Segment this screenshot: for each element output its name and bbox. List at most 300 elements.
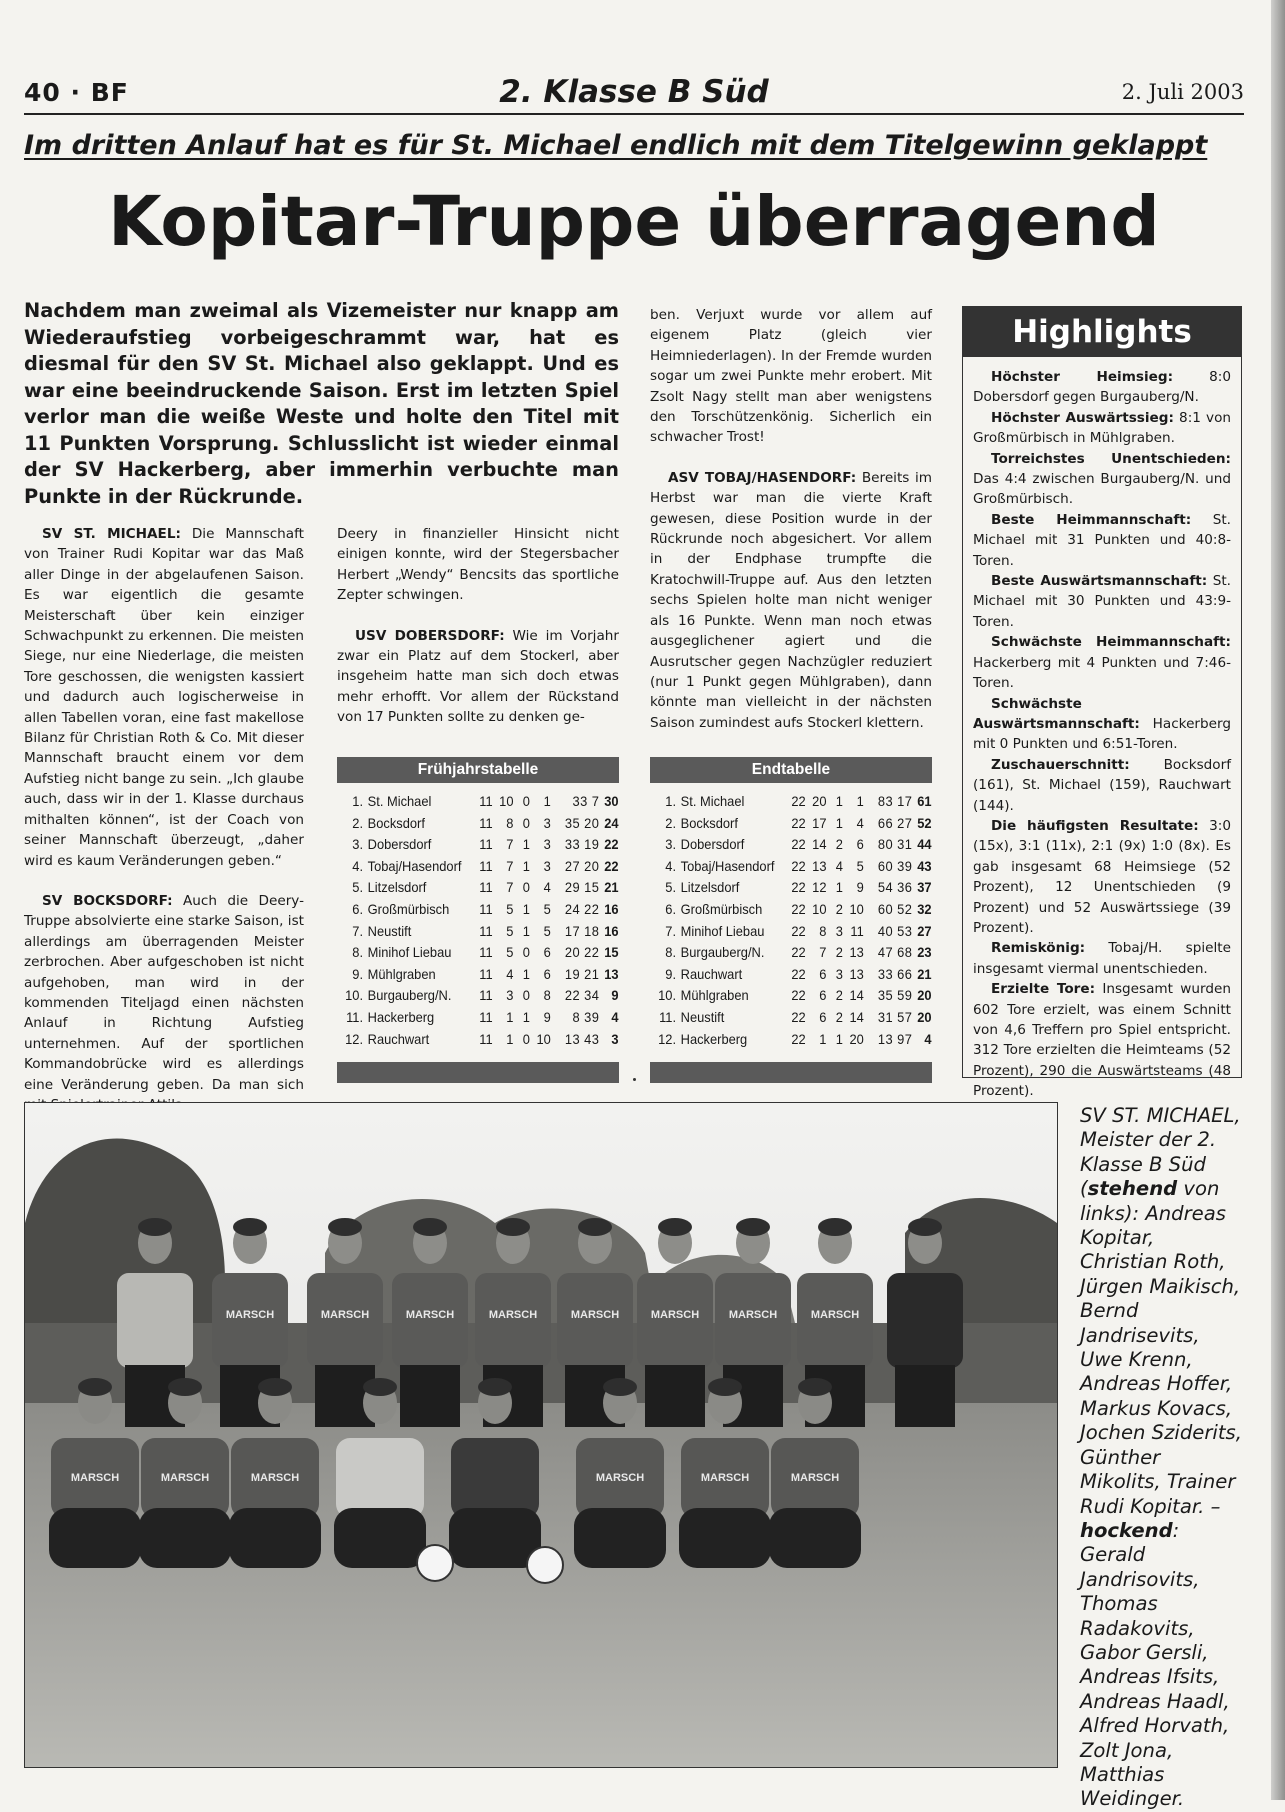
shirt-sponsor-text: MARSCH <box>320 1309 370 1321</box>
losses-cell: 6 <box>543 965 551 982</box>
wins-cell: 1 <box>506 1008 514 1025</box>
games-cell: 11 <box>479 814 493 831</box>
table-row <box>650 813 932 835</box>
draws-cell: 1 <box>522 922 530 939</box>
shirt-sponsor-text: MARSCH <box>728 1309 778 1321</box>
paragraph-tobaj <box>650 468 932 733</box>
draws-cell: 3 <box>835 922 843 939</box>
draws-cell: 4 <box>835 857 843 874</box>
losses-cell: 9 <box>543 1008 551 1025</box>
wins-cell: 12 <box>812 879 827 896</box>
games-cell: 11 <box>479 900 493 917</box>
table-title: Frühjahrstabelle <box>337 757 619 783</box>
headline: Kopitar-Truppe überragend <box>108 182 1160 262</box>
rank-cell: 11. <box>659 1008 677 1025</box>
points-cell: 44 <box>917 836 932 853</box>
goals-cell: 31 57 <box>877 1008 913 1025</box>
rank-cell: 4. <box>665 857 677 874</box>
games-cell: 22 <box>791 857 806 874</box>
wins-cell: 1 <box>506 1030 514 1047</box>
wins-cell: 4 <box>506 965 514 982</box>
highlight-text: 8:0 Dobersdorf gegen Burgauberg/N. <box>973 369 1231 406</box>
paragraph-label: USV DOBERSDORF: <box>355 627 505 644</box>
games-cell: 22 <box>791 922 806 939</box>
football <box>527 1547 563 1583</box>
losses-cell: 11 <box>850 922 864 939</box>
table-rows <box>337 783 619 1050</box>
points-cell: 13 <box>604 965 619 982</box>
goals-cell: 47 68 <box>877 944 913 961</box>
print-speck <box>633 1078 636 1081</box>
table-footer-bar <box>650 1062 932 1083</box>
table-row <box>337 877 619 899</box>
wins-cell: 10 <box>499 793 514 809</box>
losses-cell: 5 <box>543 900 551 917</box>
highlight-text: 3:0 (15x), 3:1 (11x), 2:1 (9x) 1:0 (8x). Es gab insgesamt 68 Heimsiege (52 Prozent), 12 Unentschieden (9 Prozent) und 52 Auswärtssiege (39 Prozent). <box>973 817 1232 936</box>
draws-cell: 1 <box>835 1030 843 1047</box>
goals-cell: 35 59 <box>877 987 913 1004</box>
rank-cell: 2. <box>352 814 364 831</box>
highlights-title: Highlights <box>963 307 1241 357</box>
highlight-item <box>973 938 1231 979</box>
highlight-text: Hackerberg mit 0 Punkten und 6:51-Toren. <box>973 715 1231 753</box>
highlight-text: Tobaj/H. spielte insgesamt viermal unentschieden. <box>973 940 1231 977</box>
rank-cell: 11. <box>346 1008 364 1025</box>
games-cell: 22 <box>791 965 806 982</box>
losses-cell: 13 <box>849 965 864 982</box>
losses-cell: 9 <box>856 879 864 896</box>
table-row <box>337 942 619 964</box>
goals-cell: 29 15 <box>564 879 600 896</box>
goals-cell: 13 43 <box>564 1030 600 1047</box>
paragraph-continued: ben. Verjuxt wurde vor allem auf eigenem Platz (gleich vier Heimniederlagen). In der Fremde wurden sogar um zwei Punkte mehr erobert. Mit Zsolt Nagy stellt man aber wenigstens den Torschützenkönig. Sicherlich ein schwacher Trost! <box>650 307 932 446</box>
highlights-list <box>963 357 1241 1102</box>
games-cell: 11 <box>479 922 493 939</box>
points-cell: 16 <box>604 922 619 939</box>
wins-cell: 5 <box>506 922 514 939</box>
points-cell: 22 <box>604 857 619 874</box>
team-cell: Dobersdorf <box>680 836 745 853</box>
shirt-sponsor-text: MARSCH <box>810 1309 860 1321</box>
draws-cell: 1 <box>522 1008 530 1025</box>
rank-cell: 12. <box>345 1030 364 1047</box>
losses-cell: 4 <box>543 879 551 896</box>
draws-cell: 1 <box>522 836 530 853</box>
paragraph-text: Die Mannschaft von Trainer Rudi Kopitar war das Maß aller Dinge in der abgelaufenen Saison. Es war eigentlich die gesamte Meisterschaft über kein einziger Schwachpunkt zu erkennen. Die meisten Siege, nur eine Niederlage, die meisten Tore geschossen, die wenigsten kassiert und dadurch auch logischerweise in allen Tabellen voran, eine fast makellose Bilanz für Christian Roth & Co. Mit dieser Mannschaft braucht einem vor dem Aufstieg nicht bange zu sein. „Ich glaube auch, dass wir in der 1. Klasse durchaus mithalten können“, ist der Coach von seiner Mannschaft überzeugt, „daher wird es kaum Veränderungen geben.“ <box>24 526 305 869</box>
final-table <box>650 757 932 1083</box>
games-cell: 11 <box>479 836 493 853</box>
highlight-label: Höchster Auswärtssieg: <box>991 409 1174 426</box>
wins-cell: 14 <box>812 836 827 853</box>
rank-cell: 10. <box>345 987 364 1004</box>
draws-cell: 0 <box>522 987 530 1004</box>
table-row <box>337 834 619 856</box>
highlight-item <box>973 694 1231 755</box>
highlight-label: Beste Heimmannschaft: <box>991 511 1192 528</box>
team-cell: Bocksdorf <box>367 814 425 831</box>
highlights-box <box>962 306 1242 1100</box>
wins-cell: 8 <box>506 814 514 831</box>
team-cell: Dobersdorf <box>367 836 432 853</box>
paragraph-label: ASV TOBAJ/HASENDORF: <box>668 469 857 486</box>
table-row <box>650 834 932 856</box>
shirt-sponsor-text: MARSCH <box>790 1472 840 1484</box>
highlight-label: Schwächste Auswärtsmannschaft: <box>973 695 1140 732</box>
highlight-text: St. Michael mit 31 Punkten und 40:8-Toren. <box>973 511 1231 569</box>
highlight-label: Höchster Heimsieg: <box>991 369 1174 385</box>
goals-cell: 60 39 <box>877 857 913 874</box>
paragraph-label: SV ST. MICHAEL: <box>42 526 181 542</box>
games-cell: 11 <box>479 879 493 896</box>
paragraph-continued: Deery in finanzieller Hinsicht nicht einigen konnte, wird der Stegersbacher Herbert „Wendy“ Bencsits das sportliche Zepter schwingen. <box>337 526 619 604</box>
table-row <box>337 1029 619 1051</box>
team-cell: Mühlgraben <box>680 987 749 1004</box>
draws-cell: 1 <box>522 965 530 982</box>
goals-cell: 17 18 <box>564 922 600 939</box>
team-cell: Neustift <box>367 922 412 939</box>
photo-caption <box>1080 1104 1246 1812</box>
highlight-label: Beste Auswärtsmannschaft: <box>991 573 1208 590</box>
games-cell: 22 <box>791 944 806 961</box>
kicker-subheadline: Im dritten Anlauf hat es für St. Michael endlich mit dem Titelgewinn geklappt <box>24 130 1208 161</box>
draws-cell: 2 <box>835 900 843 917</box>
team-photo <box>24 1102 1058 1768</box>
draws-cell: 1 <box>835 879 843 896</box>
points-cell: 3 <box>611 1030 619 1047</box>
team-cell: Burgauberg/N. <box>367 987 452 1004</box>
draws-cell: 0 <box>522 879 530 896</box>
paragraph-text: Auch die Deery-Truppe absolvierte eine starke Saison, ist allerdings am überragenden Meister zerbrochen. Aber aufgeschoben ist nicht aufgehoben, man wird in der kommenden Titeljagd einen nächsten Anlauf in Richtung Aufstieg unternehmen. Auf der sportlichen Kommandobrücke wird es allerdings eine Veränderung geben. Da man sich <box>24 892 304 1093</box>
table-row <box>337 899 619 921</box>
paragraph-label: SV BOCKSDORF: <box>42 892 173 909</box>
losses-cell: 10 <box>849 900 864 917</box>
points-cell: 15 <box>604 944 619 961</box>
football <box>417 1545 453 1581</box>
points-cell: 30 <box>604 793 619 809</box>
goals-cell: 33 66 <box>877 965 913 982</box>
team-cell: Hackerberg <box>680 1030 748 1047</box>
losses-cell: 3 <box>543 814 551 831</box>
wins-cell: 8 <box>819 922 827 939</box>
caption-standing-label: stehend <box>1087 1177 1178 1201</box>
shirt-sponsor-text: MARSCH <box>700 1472 750 1484</box>
wins-cell: 5 <box>506 944 514 961</box>
highlight-label: Remiskönig: <box>991 940 1086 957</box>
goals-cell: 19 21 <box>564 965 600 982</box>
table-row <box>650 791 932 813</box>
section-title: 2. Klasse B Süd <box>499 74 769 110</box>
highlight-text: 8:1 von Großmürbisch in Mühlgraben. <box>973 409 1231 447</box>
highlight-item <box>973 449 1231 510</box>
games-cell: 11 <box>479 793 493 809</box>
page-edge <box>1271 0 1285 1800</box>
table-row <box>337 985 619 1007</box>
rank-cell: 6. <box>352 900 364 917</box>
highlight-item <box>973 510 1231 571</box>
rank-cell: 5. <box>665 879 677 896</box>
losses-cell: 20 <box>849 1030 864 1047</box>
highlight-item <box>973 571 1231 632</box>
header-rule <box>24 113 1244 115</box>
losses-cell: 3 <box>543 836 551 853</box>
table-rows <box>650 783 932 1050</box>
shirt-sponsor-text: MARSCH <box>488 1309 538 1321</box>
goals-cell: 60 52 <box>877 900 913 917</box>
wins-cell: 7 <box>506 879 514 896</box>
rank-cell: 8. <box>665 944 677 961</box>
table-row <box>337 964 619 986</box>
highlight-item <box>973 979 1231 1101</box>
table-row <box>650 985 932 1007</box>
highlight-text: Insgesamt wurden 602 Tore erzielt, was einem Schnitt von 4,6 Treffern pro Spiel entspricht. 312 Tore erzielten die Heimteams (52 Prozent), 290 die Auswärtsteams (48 Prozent). <box>973 981 1231 1100</box>
losses-cell: 4 <box>856 814 864 831</box>
draws-cell: 0 <box>522 944 530 961</box>
wins-cell: 3 <box>506 987 514 1004</box>
points-cell: 22 <box>604 836 619 853</box>
article-column-3 <box>650 305 932 753</box>
table-row <box>650 877 932 899</box>
team-cell: Tobaj/Hasendorf <box>680 857 775 874</box>
draws-cell: 3 <box>835 965 843 982</box>
goals-cell: 27 20 <box>564 857 600 874</box>
team-photo-image <box>25 1103 1057 1767</box>
table-row <box>650 921 932 943</box>
losses-cell: 6 <box>856 836 864 853</box>
wins-cell: 1 <box>819 1030 827 1047</box>
highlight-item <box>973 632 1231 693</box>
table-row <box>650 942 932 964</box>
losses-cell: 14 <box>849 987 864 1004</box>
table-title: Endtabelle <box>650 757 932 783</box>
rank-cell: 4. <box>352 857 364 874</box>
goals-cell: 66 27 <box>877 814 913 831</box>
highlight-item <box>973 755 1231 816</box>
wins-cell: 10 <box>812 900 827 917</box>
highlight-item <box>973 367 1231 408</box>
rank-cell: 5. <box>352 879 364 896</box>
rank-cell: 3. <box>352 836 364 853</box>
games-cell: 22 <box>791 793 806 809</box>
team-cell: Mühlgraben <box>367 965 436 982</box>
page-header <box>24 74 1244 114</box>
team-cell: Tobaj/Hasendorf <box>367 857 462 874</box>
points-cell: 32 <box>917 900 932 917</box>
table-row <box>337 921 619 943</box>
team-cell: Großmürbisch <box>367 900 450 917</box>
shirt-sponsor-text: MARSCH <box>595 1472 645 1484</box>
games-cell: 11 <box>479 987 493 1004</box>
wins-cell: 6 <box>819 965 827 982</box>
paragraph-bocksdorf <box>24 891 304 1115</box>
goals-cell: 35 20 <box>564 814 600 831</box>
rank-cell: 1. <box>665 793 677 809</box>
issue-date: 2. Juli 2003 <box>1121 80 1244 104</box>
wins-cell: 7 <box>819 944 827 961</box>
team-cell: St. Michael <box>680 793 745 809</box>
highlight-text: Bocksdorf (161), St. Michael (159), Rauchwart (144). <box>973 756 1231 814</box>
rank-cell: 12. <box>658 1030 677 1047</box>
wins-cell: 6 <box>819 987 827 1004</box>
spring-table <box>337 757 619 1083</box>
points-cell: 37 <box>917 879 932 896</box>
points-cell: 20 <box>917 987 932 1004</box>
table-row <box>337 791 619 813</box>
losses-cell: 6 <box>543 944 551 961</box>
rank-cell: 9. <box>352 965 364 982</box>
highlight-label: Erzielte Tore: <box>991 981 1096 998</box>
games-cell: 11 <box>479 1030 493 1047</box>
losses-cell: 10 <box>536 1030 551 1047</box>
team-cell: Minihof Liebau <box>680 922 765 939</box>
table-row <box>650 1029 932 1051</box>
shirt-sponsor-text: MARSCH <box>225 1309 275 1321</box>
shirt-sponsor-text: MARSCH <box>70 1472 120 1484</box>
team-cell: St. Michael <box>367 793 432 809</box>
games-cell: 11 <box>479 857 493 874</box>
points-cell: 4 <box>924 1030 932 1047</box>
rank-cell: 6. <box>665 900 677 917</box>
table-row <box>650 899 932 921</box>
losses-cell: 13 <box>849 944 864 961</box>
draws-cell: 1 <box>522 900 530 917</box>
draws-cell: 0 <box>522 1030 530 1047</box>
wins-cell: 6 <box>819 1008 827 1025</box>
team-cell: Hackerberg <box>367 1008 435 1025</box>
rank-cell: 9. <box>665 965 677 982</box>
points-cell: 23 <box>917 944 932 961</box>
losses-cell: 8 <box>543 987 551 1004</box>
highlight-label: Die häufigsten Resultate: <box>991 817 1199 834</box>
highlight-text: St. Michael mit 30 Punkten und 43:9-Toren. <box>973 573 1231 630</box>
losses-cell: 14 <box>849 1008 864 1025</box>
paragraph-dobersdorf <box>337 626 619 728</box>
shirt-sponsor-text: MARSCH <box>570 1309 620 1321</box>
wins-cell: 20 <box>812 793 827 809</box>
rank-cell: 7. <box>352 922 364 939</box>
points-cell: 27 <box>917 922 932 939</box>
points-cell: 61 <box>917 793 932 809</box>
caption-crouching-names: : Gerald Jandrisovits, Thomas Radakovits, Gabor Gersli, Andreas Ifsits, Andreas Haadl, Alfred Horvath, Zolt Jona, Matthias Weidinger. <box>1080 1518 1230 1811</box>
draws-cell: 0 <box>522 814 530 831</box>
table-row <box>337 856 619 878</box>
goals-cell: 24 22 <box>564 900 600 917</box>
points-cell: 43 <box>917 857 932 874</box>
rank-cell: 8. <box>352 944 364 961</box>
goals-cell: 22 34 <box>564 987 600 1004</box>
shirt-sponsor-text: MARSCH <box>650 1309 700 1321</box>
goals-cell: 54 36 <box>877 879 913 896</box>
wins-cell: 13 <box>812 857 827 874</box>
rank-cell: 3. <box>665 836 677 853</box>
draws-cell: 2 <box>835 1008 843 1025</box>
paragraph-text: Bereits im Herbst war man die vierte Kraft gewesen, diese Position wurde in der Rückrunde noch abgesichert. Vor allem in der Endphase trumpfte die Kratochwill-Truppe auf. Aus den letzten sechs Spielen holte man nicht weniger als 16 Punkte. Wenn man noch etwas ausgeglichener agiert und die Ausrutscher gegen Nachzügler reduziert (nur 1 Punkt gegen Mühlgraben), dann könnte man vielleicht in der nächsten Saison zumindest aufs Stockerl klettern. <box>650 469 932 731</box>
article-column-1 <box>24 524 304 1135</box>
table-row <box>337 813 619 835</box>
games-cell: 11 <box>479 1008 493 1025</box>
games-cell: 22 <box>791 836 806 853</box>
team-cell: Burgauberg/N. <box>680 944 765 961</box>
wins-cell: 17 <box>812 814 827 831</box>
table-footer-bar <box>337 1062 619 1083</box>
wins-cell: 7 <box>506 836 514 853</box>
highlight-item <box>973 408 1231 449</box>
games-cell: 11 <box>479 944 493 961</box>
points-cell: 9 <box>611 987 619 1004</box>
goals-cell: 20 22 <box>564 944 600 961</box>
losses-cell: 5 <box>543 922 551 939</box>
goals-cell: 83 17 <box>877 793 913 809</box>
table-row <box>337 1007 619 1029</box>
team-cell: Rauchwart <box>367 1030 430 1047</box>
goals-cell: 33 19 <box>564 836 600 853</box>
caption-lead: SV ST. MICHAEL, Meister der 2. Klasse B Süd ( <box>1080 1104 1241 1201</box>
wins-cell: 5 <box>506 900 514 917</box>
table-row <box>650 964 932 986</box>
page-number: 40 · BF <box>24 78 129 107</box>
games-cell: 22 <box>791 879 806 896</box>
team-cell: Rauchwart <box>680 965 743 982</box>
team-cell: Großmürbisch <box>680 900 763 917</box>
games-cell: 22 <box>791 1008 806 1025</box>
games-cell: 22 <box>791 900 806 917</box>
draws-cell: 1 <box>522 857 530 874</box>
goals-cell: 8 39 <box>572 1008 600 1025</box>
paragraph-text: Wie im Vorjahr zwar ein Platz auf dem Stockerl, aber insgeheim hatte man sich doch etwas mehr erhofft. Vor allem der Rückstand von 17 Punkten sollte zu denken ge- <box>337 627 619 726</box>
points-cell: 4 <box>611 1008 619 1025</box>
draws-cell: 0 <box>522 793 530 809</box>
table-row <box>650 856 932 878</box>
rank-cell: 7. <box>665 922 677 939</box>
rank-cell: 10. <box>658 987 677 1004</box>
highlight-label: Torreichstes Unentschieden: <box>991 450 1231 467</box>
shirt-sponsor-text: MARSCH <box>405 1309 455 1321</box>
team-cell: Bocksdorf <box>680 814 738 831</box>
draws-cell: 2 <box>835 987 843 1004</box>
team-cell: Litzelsdorf <box>680 879 740 896</box>
points-cell: 52 <box>917 814 932 831</box>
goals-cell: 40 53 <box>877 922 913 939</box>
points-cell: 21 <box>917 965 932 982</box>
highlight-text: Das 4:4 zwischen Burgauberg/N. und Großmürbisch. <box>973 471 1231 508</box>
draws-cell: 2 <box>835 944 843 961</box>
games-cell: 11 <box>479 965 493 982</box>
losses-cell: 5 <box>856 857 864 874</box>
table-row <box>650 1007 932 1029</box>
points-cell: 24 <box>604 814 619 831</box>
lead-paragraph: Nachdem man zweimal als Vizemeister nur knapp am Wiederaufstieg vorbeigeschrammt war, hat es diesmal für den SV St. Michael also geklappt. Und es war eine beeindruckende Saison. Erst im letzten Spiel verlor man die weiße Weste und holte den Titel mit 11 Punkten Vorsprung. Schlusslicht ist wieder einmal der SV Hackerberg, aber immerhin verbuchte man Punkte in der Rückrunde. <box>24 299 619 508</box>
losses-cell: 1 <box>543 793 551 809</box>
rank-cell: 2. <box>665 814 677 831</box>
games-cell: 22 <box>791 987 806 1004</box>
caption-standing-names: von links): Andreas Kopitar, Christian Roth, Jürgen Maikisch, Bernd Jandrisevits, Uwe Krenn, Andreas Hoffer, Markus Kovacs, Jochen Sziderits, Günther Mikolits, Trainer Rudi Kopitar. – <box>1080 1177 1242 1518</box>
team-cell: Litzelsdorf <box>367 879 427 896</box>
highlight-text: Hackerberg mit 4 Punkten und 7:46-Toren. <box>973 654 1231 692</box>
shirt-sponsor-text: MARSCH <box>250 1472 300 1484</box>
team-cell: Neustift <box>680 1008 725 1025</box>
points-cell: 16 <box>604 900 619 917</box>
draws-cell: 2 <box>835 836 843 853</box>
losses-cell: 3 <box>543 857 551 874</box>
games-cell: 22 <box>791 814 806 831</box>
article-column-2 <box>337 524 619 748</box>
team-cell: Minihof Liebau <box>367 944 452 961</box>
highlight-label: Zuschauerschnitt: <box>991 756 1130 773</box>
draws-cell: 1 <box>835 814 843 831</box>
goals-cell: 13 97 <box>877 1030 913 1047</box>
rank-cell: 1. <box>352 793 364 809</box>
highlight-label: Schwächste Heimmannschaft: <box>991 634 1231 651</box>
highlight-item <box>973 816 1231 938</box>
